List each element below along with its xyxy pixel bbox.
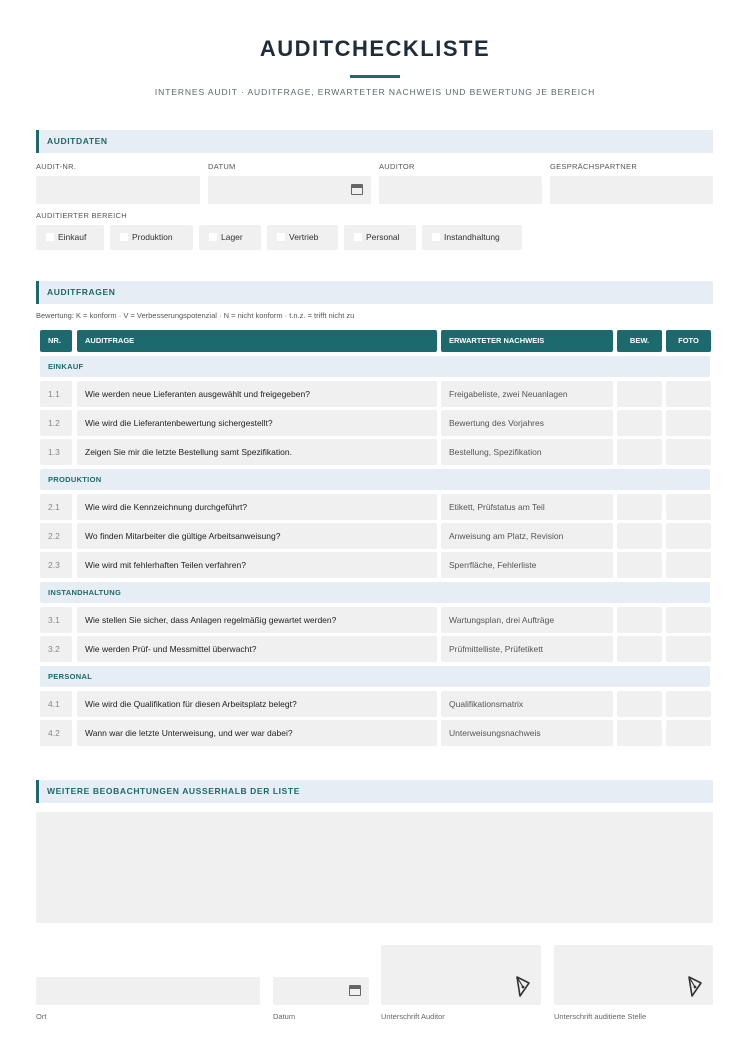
question-nr: 2.3 xyxy=(40,552,72,578)
checkbox-icon[interactable] xyxy=(277,233,285,241)
question-nr: 3.1 xyxy=(40,607,72,633)
calendar-icon[interactable] xyxy=(349,985,361,996)
question-text: Wo finden Mitarbeiter die gültige Arbeitsanweisung? xyxy=(77,523,437,549)
auditor-label: AUDITOR xyxy=(379,162,415,171)
datum-label: DATUM xyxy=(208,162,236,171)
question-text: Zeigen Sie mir die letzte Bestellung samt Spezifikation. xyxy=(77,439,437,465)
bereich-checkbox-vertrieb[interactable] xyxy=(267,225,338,250)
foto-field[interactable] xyxy=(666,720,711,746)
title-divider xyxy=(350,75,400,78)
ort-label: Ort xyxy=(36,1012,47,1021)
question-nr: 1.2 xyxy=(40,410,72,436)
auditor-field[interactable] xyxy=(379,176,542,204)
foto-field[interactable] xyxy=(666,410,711,436)
datum-field[interactable] xyxy=(208,176,371,204)
question-nr: 4.2 xyxy=(40,720,72,746)
checkbox-icon[interactable] xyxy=(432,233,440,241)
evidence-text: Wartungsplan, drei Aufträge xyxy=(441,607,613,633)
bereich-checkbox-personal[interactable] xyxy=(344,225,416,250)
column-header-foto: FOTO xyxy=(666,330,711,352)
bereich-checkbox-label: Vertrieb xyxy=(289,232,319,242)
evidence-text: Bestellung, Spezifikation xyxy=(441,439,613,465)
checkbox-icon[interactable] xyxy=(209,233,217,241)
question-text: Wie wird die Kennzeichnung durchgeführt? xyxy=(77,494,437,520)
evidence-text: Freigabeliste, zwei Neuanlagen xyxy=(441,381,613,407)
bewertung-field[interactable] xyxy=(617,691,662,717)
section-auditfragen-header: AUDITFRAGEN xyxy=(36,281,713,304)
evidence-text: Sperrfläche, Fehlerliste xyxy=(441,552,613,578)
datum-signature-field[interactable] xyxy=(273,977,369,1005)
bewertung-field[interactable] xyxy=(617,523,662,549)
bereich-checkbox-produktion[interactable] xyxy=(110,225,193,250)
foto-field[interactable] xyxy=(666,439,711,465)
question-nr: 2.2 xyxy=(40,523,72,549)
bewertung-field[interactable] xyxy=(617,381,662,407)
foto-field[interactable] xyxy=(666,552,711,578)
question-text: Wie wird mit fehlerhaften Teilen verfahren? xyxy=(77,552,437,578)
pen-icon xyxy=(687,974,703,998)
bereich-checkbox-label: Einkauf xyxy=(58,232,87,242)
signature-stelle-field[interactable] xyxy=(554,945,713,1005)
page-title: AUDITCHECKLISTE xyxy=(259,36,491,61)
pen-icon xyxy=(515,974,531,998)
checkbox-icon[interactable] xyxy=(120,233,128,241)
category-einkauf: EINKAUF xyxy=(40,356,710,377)
question-text: Wie werden neue Lieferanten ausgewählt und freigegeben? xyxy=(77,381,437,407)
bewertung-field[interactable] xyxy=(617,720,662,746)
foto-field[interactable] xyxy=(666,523,711,549)
evidence-text: Bewertung des Vorjahres xyxy=(441,410,613,436)
question-text: Wie wird die Lieferantenbewertung sichergestellt? xyxy=(77,410,437,436)
audit-nr-field[interactable] xyxy=(36,176,200,204)
category-personal: PERSONAL xyxy=(40,666,710,687)
bewertung-field[interactable] xyxy=(617,636,662,662)
evidence-text: Anweisung am Platz, Revision xyxy=(441,523,613,549)
signature-auditor-field[interactable] xyxy=(381,945,541,1005)
column-header-nr: NR. xyxy=(40,330,72,352)
foto-field[interactable] xyxy=(666,381,711,407)
evidence-text: Unterweisungsnachweis xyxy=(441,720,613,746)
category-instandhaltung: INSTANDHALTUNG xyxy=(40,582,710,603)
bereich-checkbox-label: Personal xyxy=(366,232,400,242)
bereich-checkbox-label: Produktion xyxy=(132,232,173,242)
question-nr: 1.1 xyxy=(40,381,72,407)
evidence-text: Prüfmittelliste, Prüfetikett xyxy=(441,636,613,662)
foto-field[interactable] xyxy=(666,636,711,662)
column-header-nachweis: ERWARTETER NACHWEIS xyxy=(441,330,613,352)
bewertung-field[interactable] xyxy=(617,410,662,436)
page-subtitle: INTERNES AUDIT · AUDITFRAGE, ERWARTETER NACHWEIS UND BEWERTUNG JE BEREICH xyxy=(154,87,596,97)
section-beobachtungen-header: WEITERE BEOBACHTUNGEN AUSSERHALB DER LISTE xyxy=(36,780,713,803)
bewertung-field[interactable] xyxy=(617,494,662,520)
foto-field[interactable] xyxy=(666,691,711,717)
checkbox-icon[interactable] xyxy=(354,233,362,241)
bewertung-field[interactable] xyxy=(617,552,662,578)
column-header-frage: AUDITFRAGE xyxy=(77,330,437,352)
ort-field[interactable] xyxy=(36,977,260,1005)
bereich-checkbox-lager[interactable] xyxy=(199,225,261,250)
signature-auditor-label: Unterschrift Auditor xyxy=(381,1012,445,1021)
section-auditdaten-header: AUDITDATEN xyxy=(36,130,713,153)
question-text: Wie werden Prüf- und Messmittel überwacht? xyxy=(77,636,437,662)
calendar-icon[interactable] xyxy=(351,184,363,195)
bereich-checkbox-einkauf[interactable] xyxy=(36,225,104,250)
bereich-checkbox-label: Lager xyxy=(221,232,243,242)
beobachtungen-textarea[interactable] xyxy=(36,812,713,923)
evidence-text: Qualifikationsmatrix xyxy=(441,691,613,717)
signature-stelle-label: Unterschrift auditierte Stelle xyxy=(554,1012,647,1021)
evidence-text: Etikett, Prüfstatus am Teil xyxy=(441,494,613,520)
audit-nr-label: AUDIT-NR. xyxy=(36,162,77,171)
checkbox-icon[interactable] xyxy=(46,233,54,241)
foto-field[interactable] xyxy=(666,607,711,633)
question-nr: 4.1 xyxy=(40,691,72,717)
question-nr: 3.2 xyxy=(40,636,72,662)
bereich-label: AUDITIERTER BEREICH xyxy=(36,211,127,220)
partner-label: GESPRÄCHSPARTNER xyxy=(550,162,638,171)
bewertung-field[interactable] xyxy=(617,439,662,465)
question-nr: 1.3 xyxy=(40,439,72,465)
column-header-bew: BEW. xyxy=(617,330,662,352)
datum-signature-label: Datum xyxy=(273,1012,296,1021)
partner-field[interactable] xyxy=(550,176,713,204)
question-nr: 2.1 xyxy=(40,494,72,520)
bewertung-legend: Bewertung: K = konform · V = Verbesserungspotenzial · N = nicht konform · t.n.z. = trifft nicht zu xyxy=(36,311,355,320)
bewertung-field[interactable] xyxy=(617,607,662,633)
bereich-checkbox-label: Instandhaltung xyxy=(444,232,500,242)
question-text: Wie wird die Qualifikation für diesen Arbeitsplatz belegt? xyxy=(77,691,437,717)
foto-field[interactable] xyxy=(666,494,711,520)
category-produktion: PRODUKTION xyxy=(40,469,710,490)
question-text: Wann war die letzte Unterweisung, und wer war dabei? xyxy=(77,720,437,746)
bereich-checkbox-instandhaltung[interactable] xyxy=(422,225,522,250)
question-text: Wie stellen Sie sicher, dass Anlagen regelmäßig gewartet werden? xyxy=(77,607,437,633)
